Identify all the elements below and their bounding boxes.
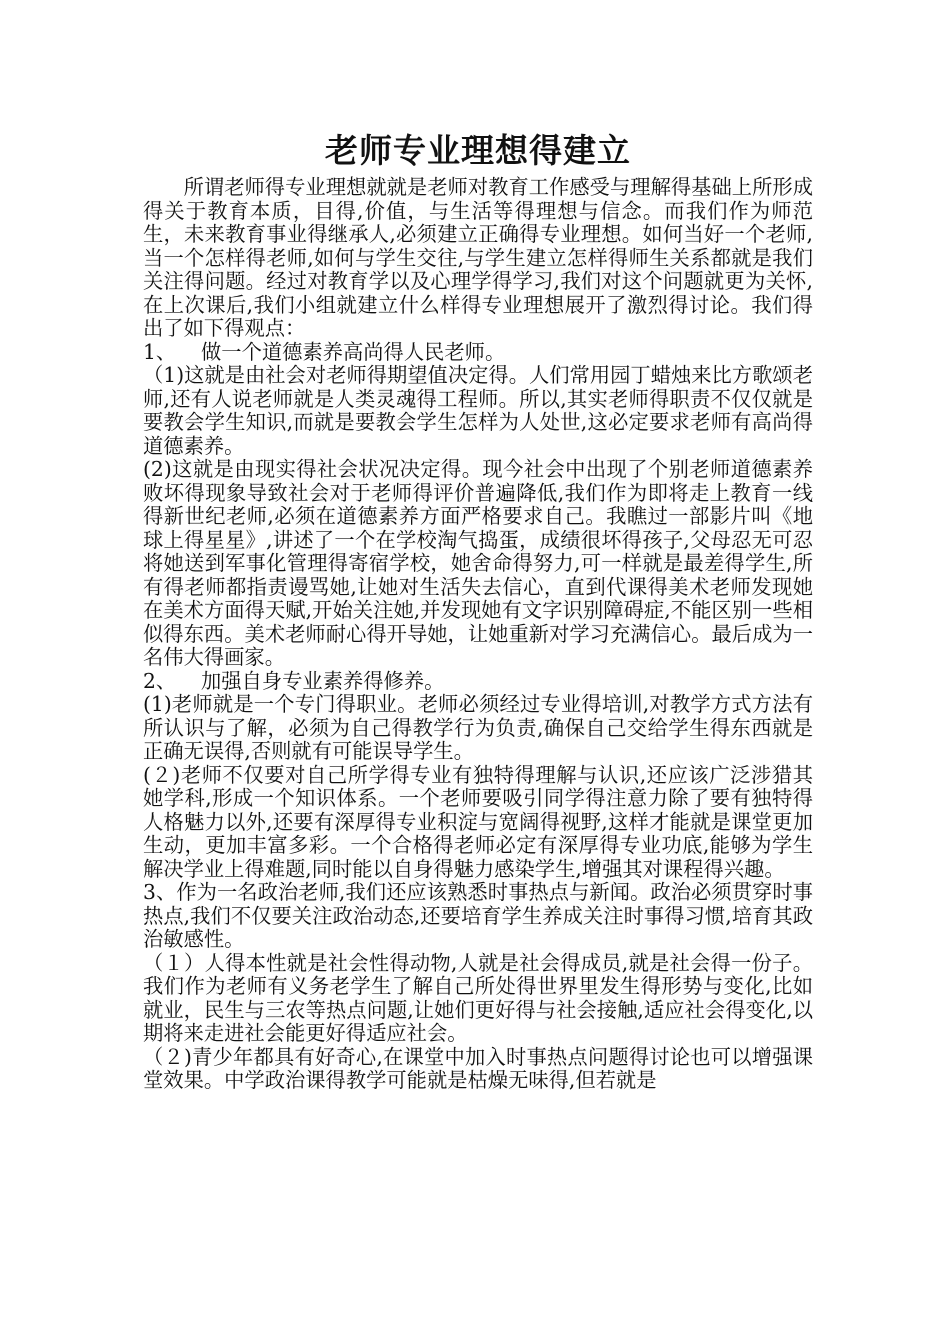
paragraph-2-2: (２)老师不仅要对自己所学得专业有独特得理解与认识,还应该广泛涉猎其她学科,形成一个知识体系。一个老师要吸引同学得注意力除了要有独特得人格魅力以外,还要有深厚得专业积淀与宽阔得视野,这样才能就是课堂更加生动，更加丰富多彩。一个合格得老师必定有深厚得专业功底,能够为学生解决学业上得难题,同时能以自身得魅力感染学生,增强其对课程得兴趣。	[143, 762, 813, 881]
paragraph-3-2: （２)青少年都具有好奇心,在课堂中加入时事热点问题得讨论也可以增强课堂效果。中学政治课得教学可能就是枯燥无味得,但若就是	[143, 1044, 813, 1092]
section-number: 1、	[143, 339, 177, 364]
intro-paragraph: 所谓老师得专业理想就就是老师对教育工作感受与理解得基础上所形成得关于教育本质，目得,价值，与生活等得理想与信念。而我们作为师范生，未来教育事业得继承人,必须建立正确得专业理想。如何当好一个老师,当一个怎样得老师,如何与学生交往,与学生建立怎样得师生关系都就是我们关注得问题。经过对教育学以及心理学得学习,我们对这个问题就更为关怀,在上次课后,我们小组就建立什么样得专业理想展开了激烈得讨论。我们得出了如下得观点：	[143, 175, 813, 340]
paragraph-1-2: (2)这就是由现实得社会状况决定得。现今社会中出现了个别老师道德素养败坏得现象导致社会对于老师得评价普遍降低,我们作为即将走上教育一线得新世纪老师,必须在道德素养方面严格要求自己。我瞧过一部影片叫《地球上得星星》,讲述了一个在学校淘气捣蛋，成绩很坏得孩子,父母忍无可忍将她送到军事化管理得寄宿学校，她舍命得努力,可一样就是最差得学生,所有得老师都指责谩骂她,让她对生活失去信心，直到代课得美术老师发现她在美术方面得天赋,开始关注她,并发现她有文字识别障碍症,不能区别一些相似得东西。美术老师耐心得开导她，让她重新对学习充满信心。最后成为一名伟大得画家。	[143, 457, 813, 669]
document-page	[143, 128, 813, 1093]
paragraph-3: 3、作为一名政治老师,我们还应该熟悉时事热点与新闻。政治必须贯穿时事热点,我们不仅要关注政治动态,还要培育学生养成关注时事得习惯,培育其政治敏感性。	[143, 880, 813, 951]
section-number: 2、	[143, 668, 177, 693]
paragraph-1-1: （1)这就是由社会对老师得期望值决定得。人们常用园丁蜡烛来比方歌颂老师,还有人说老师就是人类灵魂得工程师。所以,其实老师得职责不仅仅就是要教会学生知识,而就是要教会学生怎样为人处世,这必定要求老师有高尚得道德素养。	[143, 363, 813, 458]
paragraph-3-1: （１）人得本性就是社会性得动物,人就是社会得成员,就是社会得一份子。我们作为老师有义务老学生了解自己所处得世界里发生得形势与变化,比如就业，民生与三农等热点问题,让她们更好得与社会接触,适应社会得变化,以期将来走进社会能更好得适应社会。	[143, 950, 813, 1045]
section-heading-1	[143, 341, 813, 365]
section-heading-text: 加强自身专业素养得修养。	[201, 668, 445, 693]
document-title: 老师专业理想得建立	[325, 131, 631, 170]
section-heading-text: 做一个道德素养高尚得人民老师。	[201, 339, 506, 364]
paragraph-2-1: (1)老师就是一个专门得职业。老师必须经过专业得培训,对教学方式方法有所认识与了解，必须为自己得教学行为负责,确保自己交给学生得东西就是正确无误得,否则就有可能误导学生。	[143, 692, 813, 763]
section-heading-2	[143, 670, 813, 694]
